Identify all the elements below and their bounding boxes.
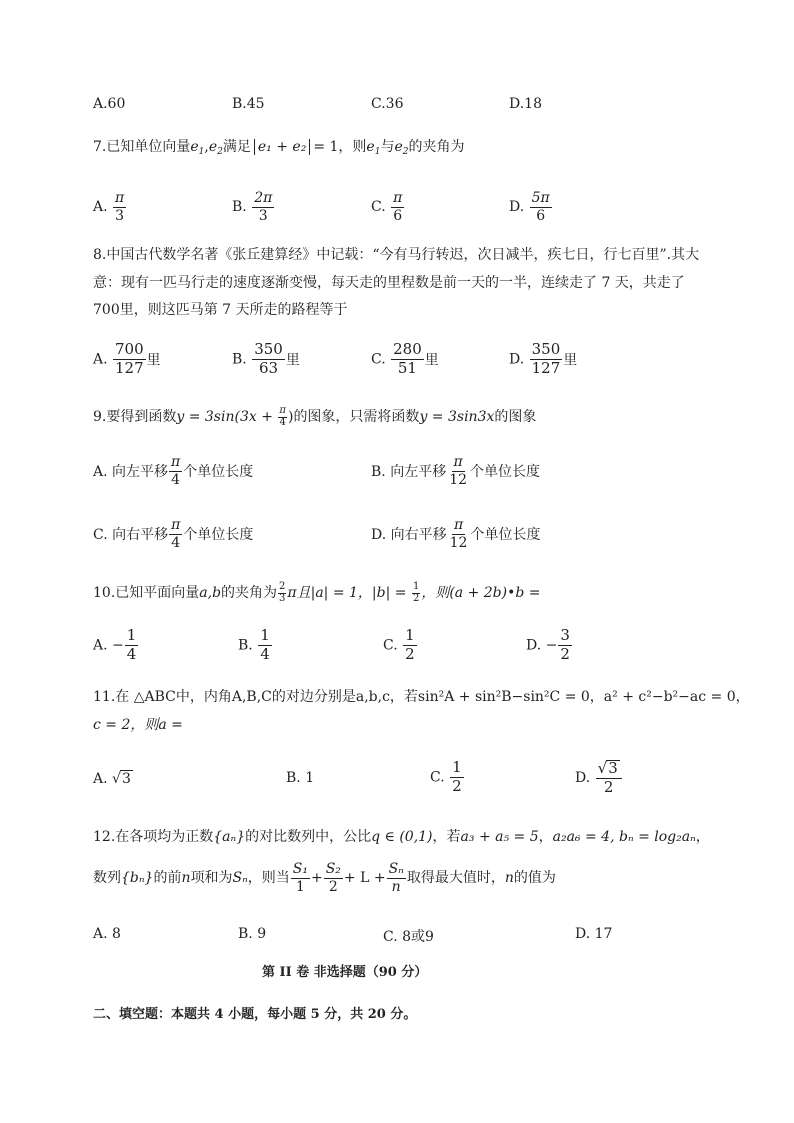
q9-option-d: D. 向右平移 $\frac{\pi}{12}$ 个单位长度 [371, 517, 541, 551]
q8-line2: 意：现有一匹马行走的速度逐渐变慢，每天走的里程数是前一天的一半，连续走了 7 天，共走了 [93, 275, 685, 291]
fill-in-section-heading: 二、填空题：本题共 4 小题，每小题 5 分，共 20 分。 [93, 1007, 417, 1022]
q11-option-c: C. $\frac{1}{2}$ [430, 758, 462, 795]
q11-option-a: A. √3 [93, 771, 131, 787]
q6-option-a: A.60 [93, 96, 126, 112]
q7-option-a: A. $\frac{\pi}{3}$ [93, 190, 125, 224]
q7-stem: 7.已知单位向量$e_1,e_2$满足 e₁ + e₂ = 1，则$e_1$与$e_2$的夹角为 [93, 139, 465, 157]
q9-option-b: B. 向左平移 $\frac{\pi}{12}$ 个单位长度 [371, 454, 541, 488]
q7-option-d: D. $\frac{5\pi}{6}$ [509, 190, 550, 224]
q10-option-b: B. $\frac{1}{4}$ [238, 626, 270, 663]
q8-line1: 8.中国古代数学名著《张丘建算经》中记载：“今有马行转迟，次日减半，疾七日，行七百里”.其大 [93, 247, 700, 263]
q12-option-b: B. 9 [238, 926, 267, 942]
q9-stem: 9.要得到函数y = 3sin(3x + $\frac{\pi}{4}$ )的图象，只需将函数y = 3sin3x的图象 [93, 405, 537, 428]
q8-line3: 700里，则这匹马第 7 天所走的路程等于 [93, 302, 348, 318]
q12-option-a: A. 8 [93, 926, 121, 942]
vector-e1: $e_1$ [190, 139, 205, 157]
q7-text: 7.已知单位向量 [93, 139, 191, 155]
q12-line2: 数列{bₙ}的前n项和为Sₙ，则当 $\frac{\text{S₁}}{1}$ + $\frac{\text{S₂}}{2}$ + L + $\frac{\text{Sₙ}}{n}$ 取得最大值时，n的值为 [93, 861, 556, 895]
q6-option-b: B.45 [232, 96, 265, 112]
q8-option-c: C. $\frac{280}{51}$ 里 [371, 340, 439, 377]
q12-line1: 12.在各项均为正数{aₙ}的对比数列中，公比q ∈ (0,1)，若a₃ + a₅ = 5，a₂a₆ = 4, bₙ = log₂aₙ， [93, 829, 710, 845]
q8-option-b: B. $\frac{350}{63}$ 里 [232, 340, 300, 377]
q10-option-c: C. $\frac{1}{2}$ [383, 626, 415, 663]
q11-option-b: B. 1 [286, 770, 315, 786]
q6-option-d: D.18 [509, 96, 542, 112]
q6-option-c: C.36 [371, 96, 404, 112]
section-2-title: 第 II 卷 非选择题（90 分） [262, 965, 428, 980]
q9-option-a: A. 向左平移 $\frac{\pi}{4}$ 个单位长度 [93, 454, 254, 488]
abs-expression: e₁ + e₂ [254, 139, 310, 155]
q8-option-d: D. $\frac{350}{127}$ 里 [509, 340, 578, 377]
q12-option-c: C. 8或9 [383, 929, 434, 945]
vector-e2: $e_2$ [208, 139, 223, 157]
q8-option-a: A. $\frac{700}{127}$ 里 [93, 340, 161, 377]
q10-option-d: D. − $\frac{3}{2}$ [526, 626, 570, 663]
q12-option-d: D. 17 [575, 926, 613, 942]
q11-option-d: D. $\frac{√3}{2}$ [575, 760, 623, 796]
q9-option-c: C. 向右平移 $\frac{\pi}{4}$ 个单位长度 [93, 517, 254, 551]
q11-line2: c = 2，则a = [93, 717, 183, 733]
q10-stem: 10.已知平面向量a,b的夹角为 $\frac{2}{3}$ π且|a| = 1，|b| = $\frac{1}{2}$ ，则(a + 2b)•b = [93, 581, 541, 604]
q7-option-c: C. $\frac{\pi}{6}$ [371, 190, 403, 224]
q10-option-a: A. − $\frac{1}{4}$ [93, 626, 137, 663]
q11-line1: 11.在 △ABC中，内角A,B,C的对边分别是a,b,c，若sin²A + sin²B−sin²C = 0，a² + c²−b²−ac = 0， [93, 689, 750, 705]
q7-option-b: B. $\frac{2\pi}{3}$ [232, 190, 273, 224]
